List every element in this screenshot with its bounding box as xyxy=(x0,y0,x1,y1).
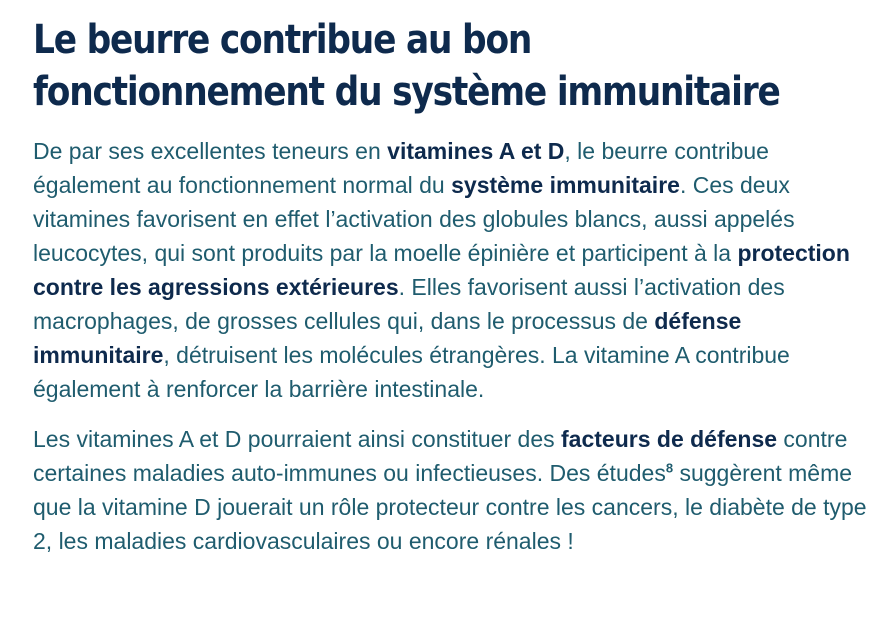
article-title-line-1: Le beurre contribue au bon xyxy=(33,17,532,63)
article-title-line-2: fonctionnement du système immunitaire xyxy=(33,69,780,115)
footnote-reference[interactable]: 8 xyxy=(665,460,674,476)
paragraph-1-bold-immune-defense: défense immunitaire xyxy=(33,308,742,368)
paragraph-1 xyxy=(33,134,873,406)
paragraph-1-text-2: , le beurre contribue également au fonctionnement normal du xyxy=(33,138,769,198)
article-title xyxy=(33,14,780,118)
paragraph-1-text-4: . Elles favorisent aussi l’activation des macrophages, de grosses cellules qui, dans le processus de xyxy=(33,274,785,334)
paragraph-2-text-3: suggèrent même que la vitamine D jouerait un rôle protecteur contre les cancers, le diabète de type 2, les maladies cardiovasculaires ou encore rénales ! xyxy=(33,460,867,554)
paragraph-1-bold-protection: protection contre les agressions extérieures xyxy=(33,240,850,300)
paragraph-2 xyxy=(33,422,873,558)
paragraph-2-text-2: contre certaines maladies auto-immunes ou infectieuses. Des études xyxy=(33,426,848,486)
paragraph-2-text-1: Les vitamines A et D pourraient ainsi constituer des xyxy=(33,426,562,452)
paragraph-1-bold-immune-system: système immunitaire xyxy=(451,172,680,198)
paragraph-1-bold-vitamins: vitamines A et D xyxy=(387,138,565,164)
paragraph-2-bold-defense-factors: facteurs de défense xyxy=(561,426,778,452)
paragraph-1-text-5: , détruisent les molécules étrangères. La vitamine A contribue également à renforcer la barrière intestinale. xyxy=(33,342,790,402)
paragraph-1-text-1: De par ses excellentes teneurs en xyxy=(33,138,388,164)
paragraph-1-text-3: . Ces deux vitamines favorisent en effet l’activation des globules blancs, aussi appelés leucocytes, qui sont produits par la moelle épinière et participent à la xyxy=(33,172,795,266)
